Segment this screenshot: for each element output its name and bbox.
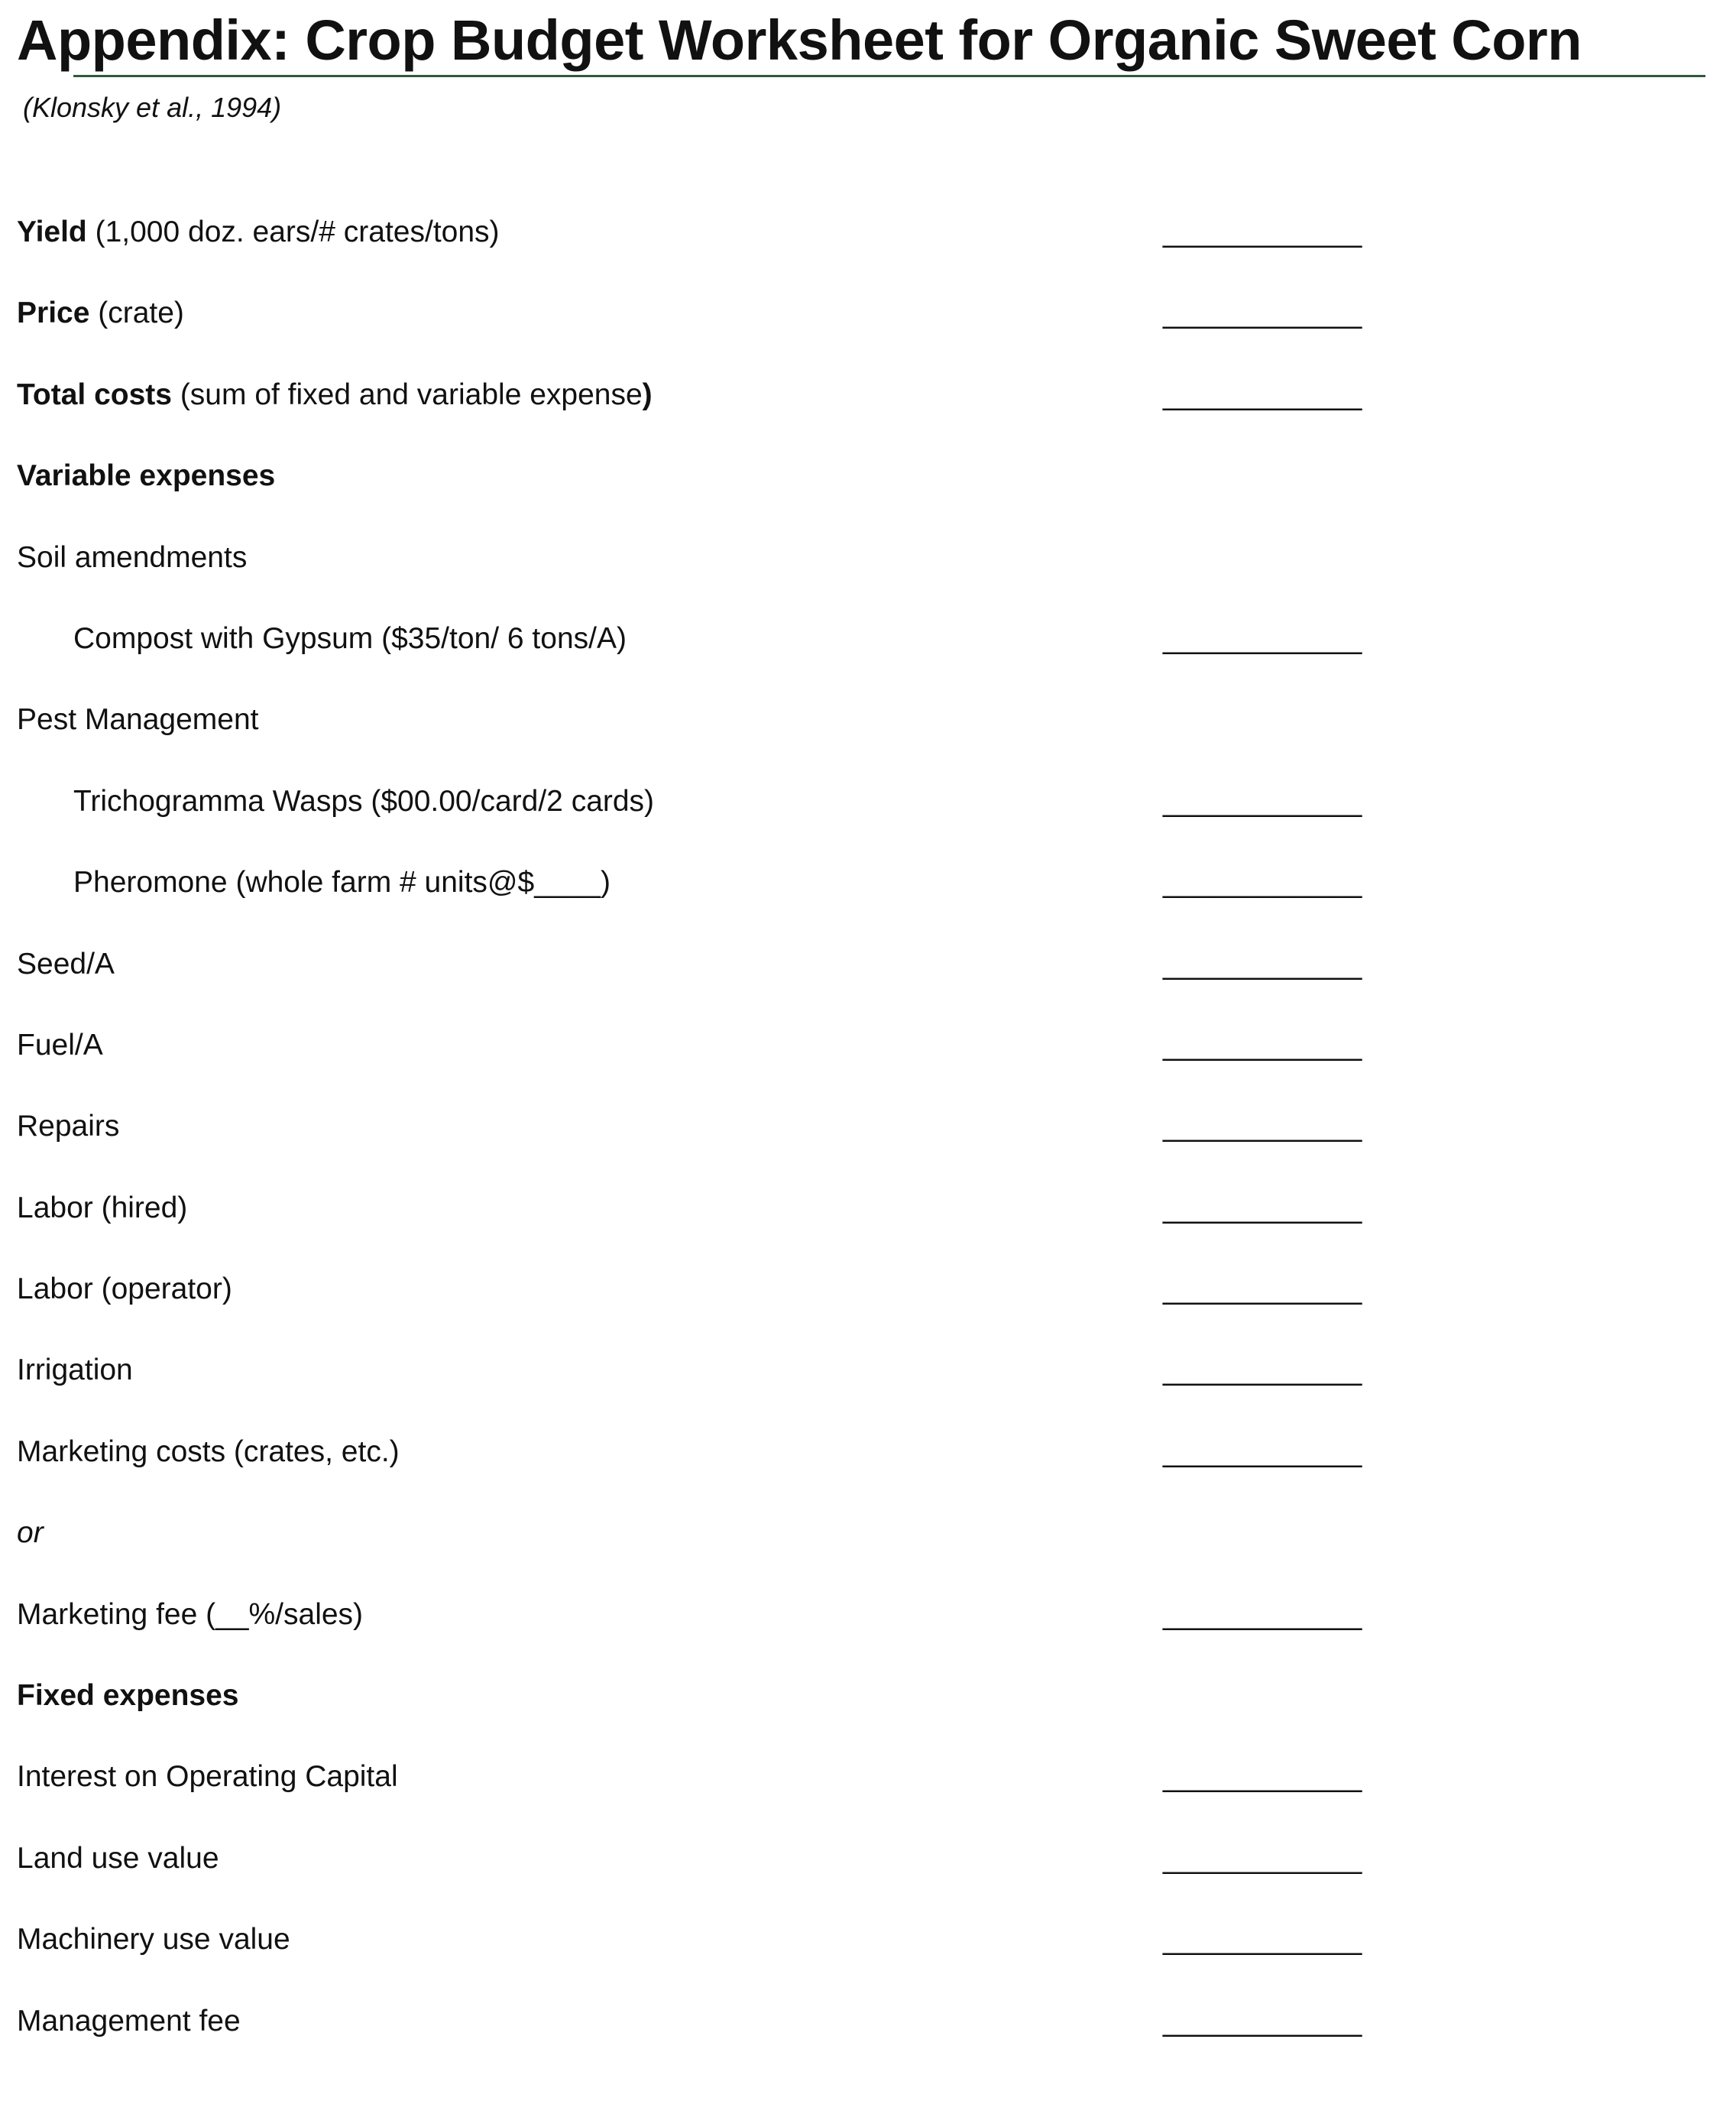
worksheet-row xyxy=(0,1506,1736,1587)
row-label xyxy=(17,368,653,423)
worksheet-row xyxy=(0,692,1736,773)
row-label xyxy=(73,855,611,910)
row-label-text: Variable expenses xyxy=(17,459,276,493)
worksheet-row xyxy=(0,1831,1736,1912)
row-label-text: (1,000 doz. ears/# crates/tons) xyxy=(86,216,500,248)
row-label-text: Seed/A xyxy=(17,947,115,981)
worksheet-row xyxy=(0,1912,1736,1993)
row-label xyxy=(17,1262,232,1317)
row-label xyxy=(17,1018,103,1073)
fill-in-blank[interactable]: ____________ xyxy=(1163,784,1362,818)
fill-in-blank[interactable]: ____________ xyxy=(1163,2004,1362,2038)
row-label-lead: Yield xyxy=(17,216,87,248)
row-label-text: Management fee xyxy=(17,2004,241,2038)
row-label-text: Trichogramma Wasps ($00.00/card/2 cards) xyxy=(73,784,655,818)
row-label-text: Fuel/A xyxy=(17,1028,103,1062)
row-label-text: Marketing fee (__%/sales) xyxy=(17,1597,364,1631)
row-label xyxy=(17,1425,400,1480)
fill-in-blank[interactable]: ____________ xyxy=(1163,1110,1362,1143)
row-label xyxy=(17,1506,44,1561)
row-label xyxy=(17,1994,241,2049)
row-label xyxy=(17,1343,133,1398)
fill-in-blank[interactable]: ____________ xyxy=(1163,216,1362,248)
row-label xyxy=(17,1912,290,1967)
row-label-text: (crate) xyxy=(89,297,184,330)
row-label-text: Interest on Operating Capital xyxy=(17,1760,398,1794)
worksheet-row xyxy=(0,937,1736,1018)
fill-in-blank[interactable]: ____________ xyxy=(1163,1191,1362,1224)
worksheet-row xyxy=(0,1343,1736,1424)
worksheet-row xyxy=(0,611,1736,692)
worksheet-row xyxy=(0,1018,1736,1099)
row-label-text: Repairs xyxy=(17,1110,120,1143)
row-label xyxy=(17,1668,238,1723)
row-label-text: Labor (operator) xyxy=(17,1272,232,1306)
row-label-text: Irrigation xyxy=(17,1353,133,1387)
worksheet-row xyxy=(0,1425,1736,1506)
row-label xyxy=(17,1831,219,1886)
fill-in-blank[interactable]: ____________ xyxy=(1163,1760,1362,1794)
fill-in-blank[interactable]: ____________ xyxy=(1163,1272,1362,1306)
fill-in-blank[interactable]: ____________ xyxy=(1163,1923,1362,1956)
fill-in-blank[interactable]: ____________ xyxy=(1163,1435,1362,1468)
row-label-text: Compost with Gypsum ($35/ton/ 6 tons/A) xyxy=(73,621,627,655)
row-label xyxy=(17,1099,119,1154)
fill-in-blank[interactable]: ____________ xyxy=(1163,866,1362,900)
row-label-text: or xyxy=(17,1516,44,1550)
worksheet-row xyxy=(0,1749,1736,1830)
worksheet-row xyxy=(0,368,1736,449)
row-label xyxy=(73,774,654,829)
worksheet-row xyxy=(0,1181,1736,1262)
row-label-lead: Price xyxy=(17,297,90,330)
worksheet-row xyxy=(0,205,1736,286)
fill-in-blank[interactable]: ____________ xyxy=(1163,297,1362,330)
worksheet-row xyxy=(0,1099,1736,1180)
fill-in-blank[interactable]: ____________ xyxy=(1163,947,1362,981)
worksheet-row xyxy=(0,449,1736,530)
row-label-text: Land use value xyxy=(17,1841,219,1875)
row-label xyxy=(17,1587,363,1642)
row-label xyxy=(17,286,184,341)
row-label-text: Fixed expenses xyxy=(17,1679,239,1713)
row-label xyxy=(17,205,500,260)
worksheet-row xyxy=(0,855,1736,936)
fill-in-blank[interactable]: ____________ xyxy=(1163,1353,1362,1387)
worksheet-row xyxy=(0,530,1736,611)
row-label-tail: ) xyxy=(642,378,653,411)
row-label xyxy=(73,611,627,666)
row-label xyxy=(17,449,275,504)
row-label xyxy=(17,692,259,747)
title-underline xyxy=(73,75,1705,77)
page-title: Appendix: Crop Budget Worksheet for Organic Sweet Corn xyxy=(17,8,1582,72)
worksheet-row xyxy=(0,1994,1736,2075)
worksheet-row xyxy=(0,286,1736,367)
fill-in-blank[interactable]: ____________ xyxy=(1163,1841,1362,1875)
row-label-text: (sum of fixed and variable expense xyxy=(171,378,643,411)
row-label-text: Pheromone (whole farm # units@$____) xyxy=(73,866,611,900)
row-label-text: Soil amendments xyxy=(17,540,248,574)
worksheet-row xyxy=(0,774,1736,855)
row-label xyxy=(17,530,247,585)
worksheet-rows xyxy=(0,205,1736,2075)
row-label-text: Labor (hired) xyxy=(17,1191,188,1224)
worksheet-row xyxy=(0,1668,1736,1749)
worksheet-row xyxy=(0,1587,1736,1668)
fill-in-blank[interactable]: ____________ xyxy=(1163,378,1362,411)
fill-in-blank[interactable]: ____________ xyxy=(1163,621,1362,655)
row-label xyxy=(17,1749,398,1804)
row-label xyxy=(17,937,115,992)
row-label-text: Pest Management xyxy=(17,703,259,737)
fill-in-blank[interactable]: ____________ xyxy=(1163,1028,1362,1062)
row-label-lead: Total costs xyxy=(17,378,172,411)
citation: (Klonsky et al., 1994) xyxy=(23,92,282,123)
row-label-text: Marketing costs (crates, etc.) xyxy=(17,1435,400,1468)
row-label xyxy=(17,1181,187,1236)
row-label-text: Machinery use value xyxy=(17,1923,290,1956)
worksheet-row xyxy=(0,1262,1736,1343)
fill-in-blank[interactable]: ____________ xyxy=(1163,1597,1362,1631)
